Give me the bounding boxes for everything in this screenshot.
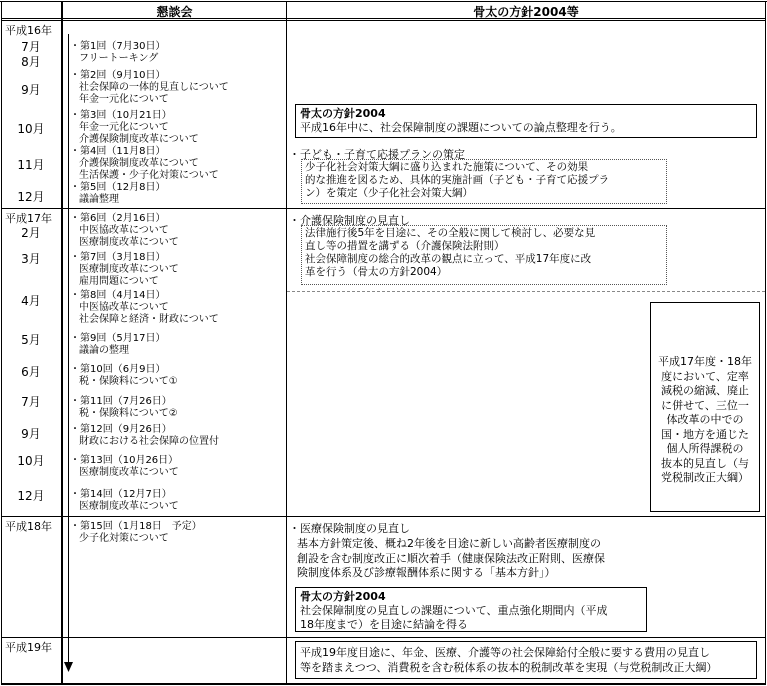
- month-label: 10月: [17, 122, 45, 136]
- honebuto-box-2004: [295, 104, 757, 138]
- outer-bottom: [1, 683, 766, 685]
- header-konwakai: 懇談会: [156, 5, 193, 19]
- kosodate-detail: 少子化社会対策大綱に盛り込まれた施策について、その効果 的な推進を図るため、具体的実施計画（子ども・子育て応援プラ ン）を策定（少子化社会対策大綱）: [301, 159, 667, 204]
- month-label: 9月: [21, 83, 41, 97]
- heisei19-reform-box: 平成19年度目途に、年金、医療、介護等の社会保障給付全般に要する費用の見直し 等を踏まえつつ、消費税を含む税体系の抜本的税制改革を実現（与党税制改正大綱）: [295, 641, 757, 679]
- year-label-h19: 平成19年: [5, 641, 52, 654]
- honebuto-box-2004-second: [295, 587, 647, 632]
- year-divider-18: [1, 516, 766, 517]
- month-label: 6月: [21, 365, 41, 379]
- year-label-h18: 平成18年: [5, 520, 52, 533]
- meeting-item: ・第12回（9月26日） 財政における社会保障の位置付: [70, 424, 219, 447]
- bullet-kaigo: ・介護保険制度の見直し: [289, 214, 410, 227]
- meeting-item: ・第5回（12月8日） 議論整理: [70, 182, 166, 205]
- month-label: 10月: [17, 454, 45, 468]
- outer-left: [1, 1, 2, 685]
- meeting-item: ・第2回（9月10日） 社会保障の一体的見直しについて 年金一元化について: [70, 70, 229, 105]
- meeting-item: ・第10回（6月9日） 税・保険料について①: [70, 364, 178, 387]
- header-honebuto: 骨太の方針2004等: [473, 5, 579, 19]
- outer-top: [0, 1, 767, 2]
- meeting-item: ・第9回（5月17日） 議論の整理: [70, 333, 166, 356]
- bullet-iryo: ・医療保険制度の見直し: [289, 522, 410, 535]
- month-label: 11月: [17, 158, 45, 172]
- month-label: 3月: [21, 252, 41, 266]
- box-body-line: 社会保障制度の見直しの課題について、重点強化期間内（平成: [300, 604, 608, 617]
- box-title: 骨太の方針2004: [300, 590, 386, 603]
- year-divider-19: [1, 637, 766, 638]
- box-body-line: 18年度まで）を目途に結論を得る: [300, 618, 468, 631]
- year-label-h16: 平成16年: [5, 24, 52, 37]
- iryo-detail: 基本方針策定後、概ね2年後を目途に新しい高齢者医療制度の 創設を含む制度改正に順次着手（健康保険法改正附則、医療保 険制度体系及び診療報酬体系に関する「基本方針」）: [297, 537, 605, 579]
- kaigo-detail: 法律施行後5年を目途に、その全般に関して検討し、必要な見 直し等の措置を講ずる（介護保険法附則） 社会保障制度の総合的改革の観点に立って、平成17年度に改 革を行う（骨太の方針2004）: [301, 225, 667, 285]
- month-label: 9月: [21, 427, 41, 441]
- box-body: 平成16年中に、社会保障制度の課題についての論点整理を行う。: [300, 121, 622, 134]
- month-label: 12月: [17, 489, 45, 503]
- meeting-item: ・第14回（12月7日） 医療制度改革について: [70, 489, 179, 512]
- meeting-item: ・第8回（4月14日） 中医協改革について 社会保障と経済・財政について: [70, 290, 219, 325]
- col-divider-2: [286, 1, 287, 685]
- month-label: 12月: [17, 190, 45, 204]
- col-divider-1: [61, 1, 63, 685]
- meeting-item: ・第1回（7月30日） フリートーキング: [70, 41, 166, 64]
- header-bottom2: [1, 20, 766, 21]
- year-divider-17: [1, 208, 766, 209]
- month-label: 4月: [21, 294, 41, 308]
- month-label: 7月: [21, 40, 41, 54]
- meeting-item: ・第11回（7月26日） 税・保険料について②: [70, 396, 178, 419]
- timeline-arrow-icon: [64, 662, 73, 672]
- box-title: 骨太の方針2004: [300, 107, 386, 120]
- timeline-line: [68, 34, 69, 664]
- meeting-item: ・第15回（1月18日 予定） 少子化対策について: [70, 521, 202, 544]
- month-label: 5月: [21, 333, 41, 347]
- meeting-item: ・第4回（11月8日） 介護保険制度改革について 生活保護・少子化対策について: [70, 146, 219, 181]
- tax-reform-box: 平成17年度・18年 度において、定率 減税の縮減、廃止 に併せて、三位一 体改革の中での 国・地方を通じた 個人所得課税の 抜本的見直し（与 党税制改正大綱）: [650, 302, 760, 512]
- month-label: 8月: [21, 55, 41, 69]
- meeting-item: ・第6回（2月16日） 中医協改革について 医療制度改革について: [70, 213, 179, 248]
- month-label: 2月: [21, 226, 41, 240]
- right-dashed-divider: [287, 291, 765, 292]
- month-label: 7月: [21, 395, 41, 409]
- meeting-item: ・第3回（10月21日） 年金一元化について 介護保険制度改革について: [70, 110, 199, 145]
- year-label-h17: 平成17年: [5, 212, 52, 225]
- bullet-kosodate: ・子ども・子育て応援プランの策定: [289, 148, 465, 161]
- meeting-item: ・第13回（10月26日） 医療制度改革について: [70, 455, 179, 478]
- outer-right: [765, 1, 766, 685]
- meeting-item: ・第7回（3月18日） 医療制度改革について 雇用問題について: [70, 252, 179, 287]
